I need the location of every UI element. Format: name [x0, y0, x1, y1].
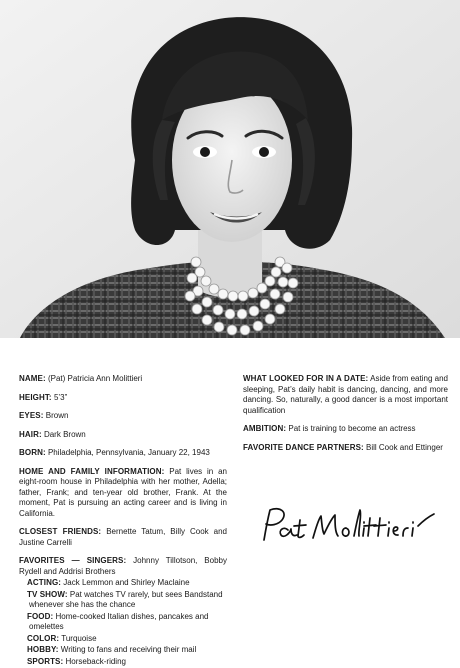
born-entry	[19, 448, 227, 459]
favorites-color-value: Turquoise	[61, 633, 97, 643]
eyes-value: Brown	[45, 411, 69, 420]
ambition-value: Pat is training to become an actress	[288, 424, 416, 433]
signature	[258, 500, 438, 548]
friends-key: CLOSEST FRIENDS:	[19, 527, 102, 536]
favorites-food-entry	[29, 612, 227, 633]
favorites-acting-entry	[29, 578, 227, 589]
favorites-sports-entry	[29, 657, 227, 668]
height-entry	[19, 393, 227, 404]
favorites-hobby-key: HOBBY:	[27, 645, 59, 654]
date-value: Aside from eating and sleeping, Pat’s daily habit is dancing, dancing, and more dancing. So, naturally, a good dancer is a most important qualification	[243, 374, 448, 415]
home-entry	[19, 467, 227, 520]
name-key: NAME:	[19, 374, 46, 383]
hair-entry	[19, 430, 227, 441]
ambition-key: AMBITION:	[243, 424, 287, 433]
height-key: HEIGHT:	[19, 392, 52, 402]
partners-value: Bill Cook and Ettinger	[366, 442, 443, 452]
favorites-color-entry	[29, 634, 227, 645]
favorites-acting-value: Jack Lemmon and Shirley Maclaine	[63, 578, 190, 587]
name-entry	[19, 374, 227, 385]
favorites-color-key: COLOR:	[27, 633, 60, 643]
favorites-hobby-value: Writing to fans and receiving their mail	[60, 645, 197, 654]
favorites-sports-key: SPORTS:	[27, 656, 64, 666]
hair-value: Dark Brown	[43, 429, 86, 439]
eyes-entry	[19, 411, 227, 422]
name-value: (Pat) Patricia Ann Molittieri	[47, 374, 143, 383]
friends-value: Bernette Tatum, Billy Cook and Justine Carrelli	[19, 527, 227, 547]
favorites-tv-entry	[29, 590, 227, 611]
favorites-sports-value: Horseback-riding	[65, 656, 126, 666]
home-value: Pat lives in an eight-room house in Philadelphia with her mother, Adella; father, Frank; and ten-year old brother, Frank. At the moment, Pat is pursuing an acting career and is living in California.	[19, 466, 227, 518]
favorites-section	[19, 556, 227, 667]
born-key: BORN:	[19, 448, 46, 457]
favorites-food-value: Home-cooked Italian dishes, pancakes and omelettes	[29, 611, 209, 631]
favorites-singers-entry	[19, 556, 227, 577]
favorites-hobby-entry	[29, 645, 227, 656]
favorites-value: Johnny Tillotson, Bobby Rydell and Addrisi Brothers	[19, 556, 227, 576]
favorites-tv-key: TV SHOW:	[27, 589, 68, 599]
favorites-key: FAVORITES — SINGERS:	[19, 556, 127, 565]
favorites-tv-value: Pat watches TV rarely, but sees Bandstand whenever she has the chance	[29, 589, 223, 609]
home-key: HOME AND FAMILY INFORMATION:	[19, 466, 165, 476]
favorites-acting-key: ACTING:	[27, 578, 62, 587]
height-value: 5’3”	[53, 392, 68, 402]
favorites-food-key: FOOD:	[27, 611, 54, 621]
date-entry	[243, 374, 448, 416]
eyes-key: EYES:	[19, 411, 44, 420]
partners-entry	[243, 443, 448, 454]
born-value: Philadelphia, Pennsylvania, January 22, 1943	[47, 448, 210, 457]
profile-left-column	[19, 374, 227, 668]
friends-entry	[19, 527, 227, 548]
ambition-entry	[243, 424, 448, 435]
partners-key: FAVORITE DANCE PARTNERS:	[243, 442, 364, 452]
date-key: WHAT LOOKED FOR IN A DATE:	[243, 374, 369, 383]
profile-right-column	[243, 374, 448, 461]
hair-key: HAIR:	[19, 429, 42, 439]
